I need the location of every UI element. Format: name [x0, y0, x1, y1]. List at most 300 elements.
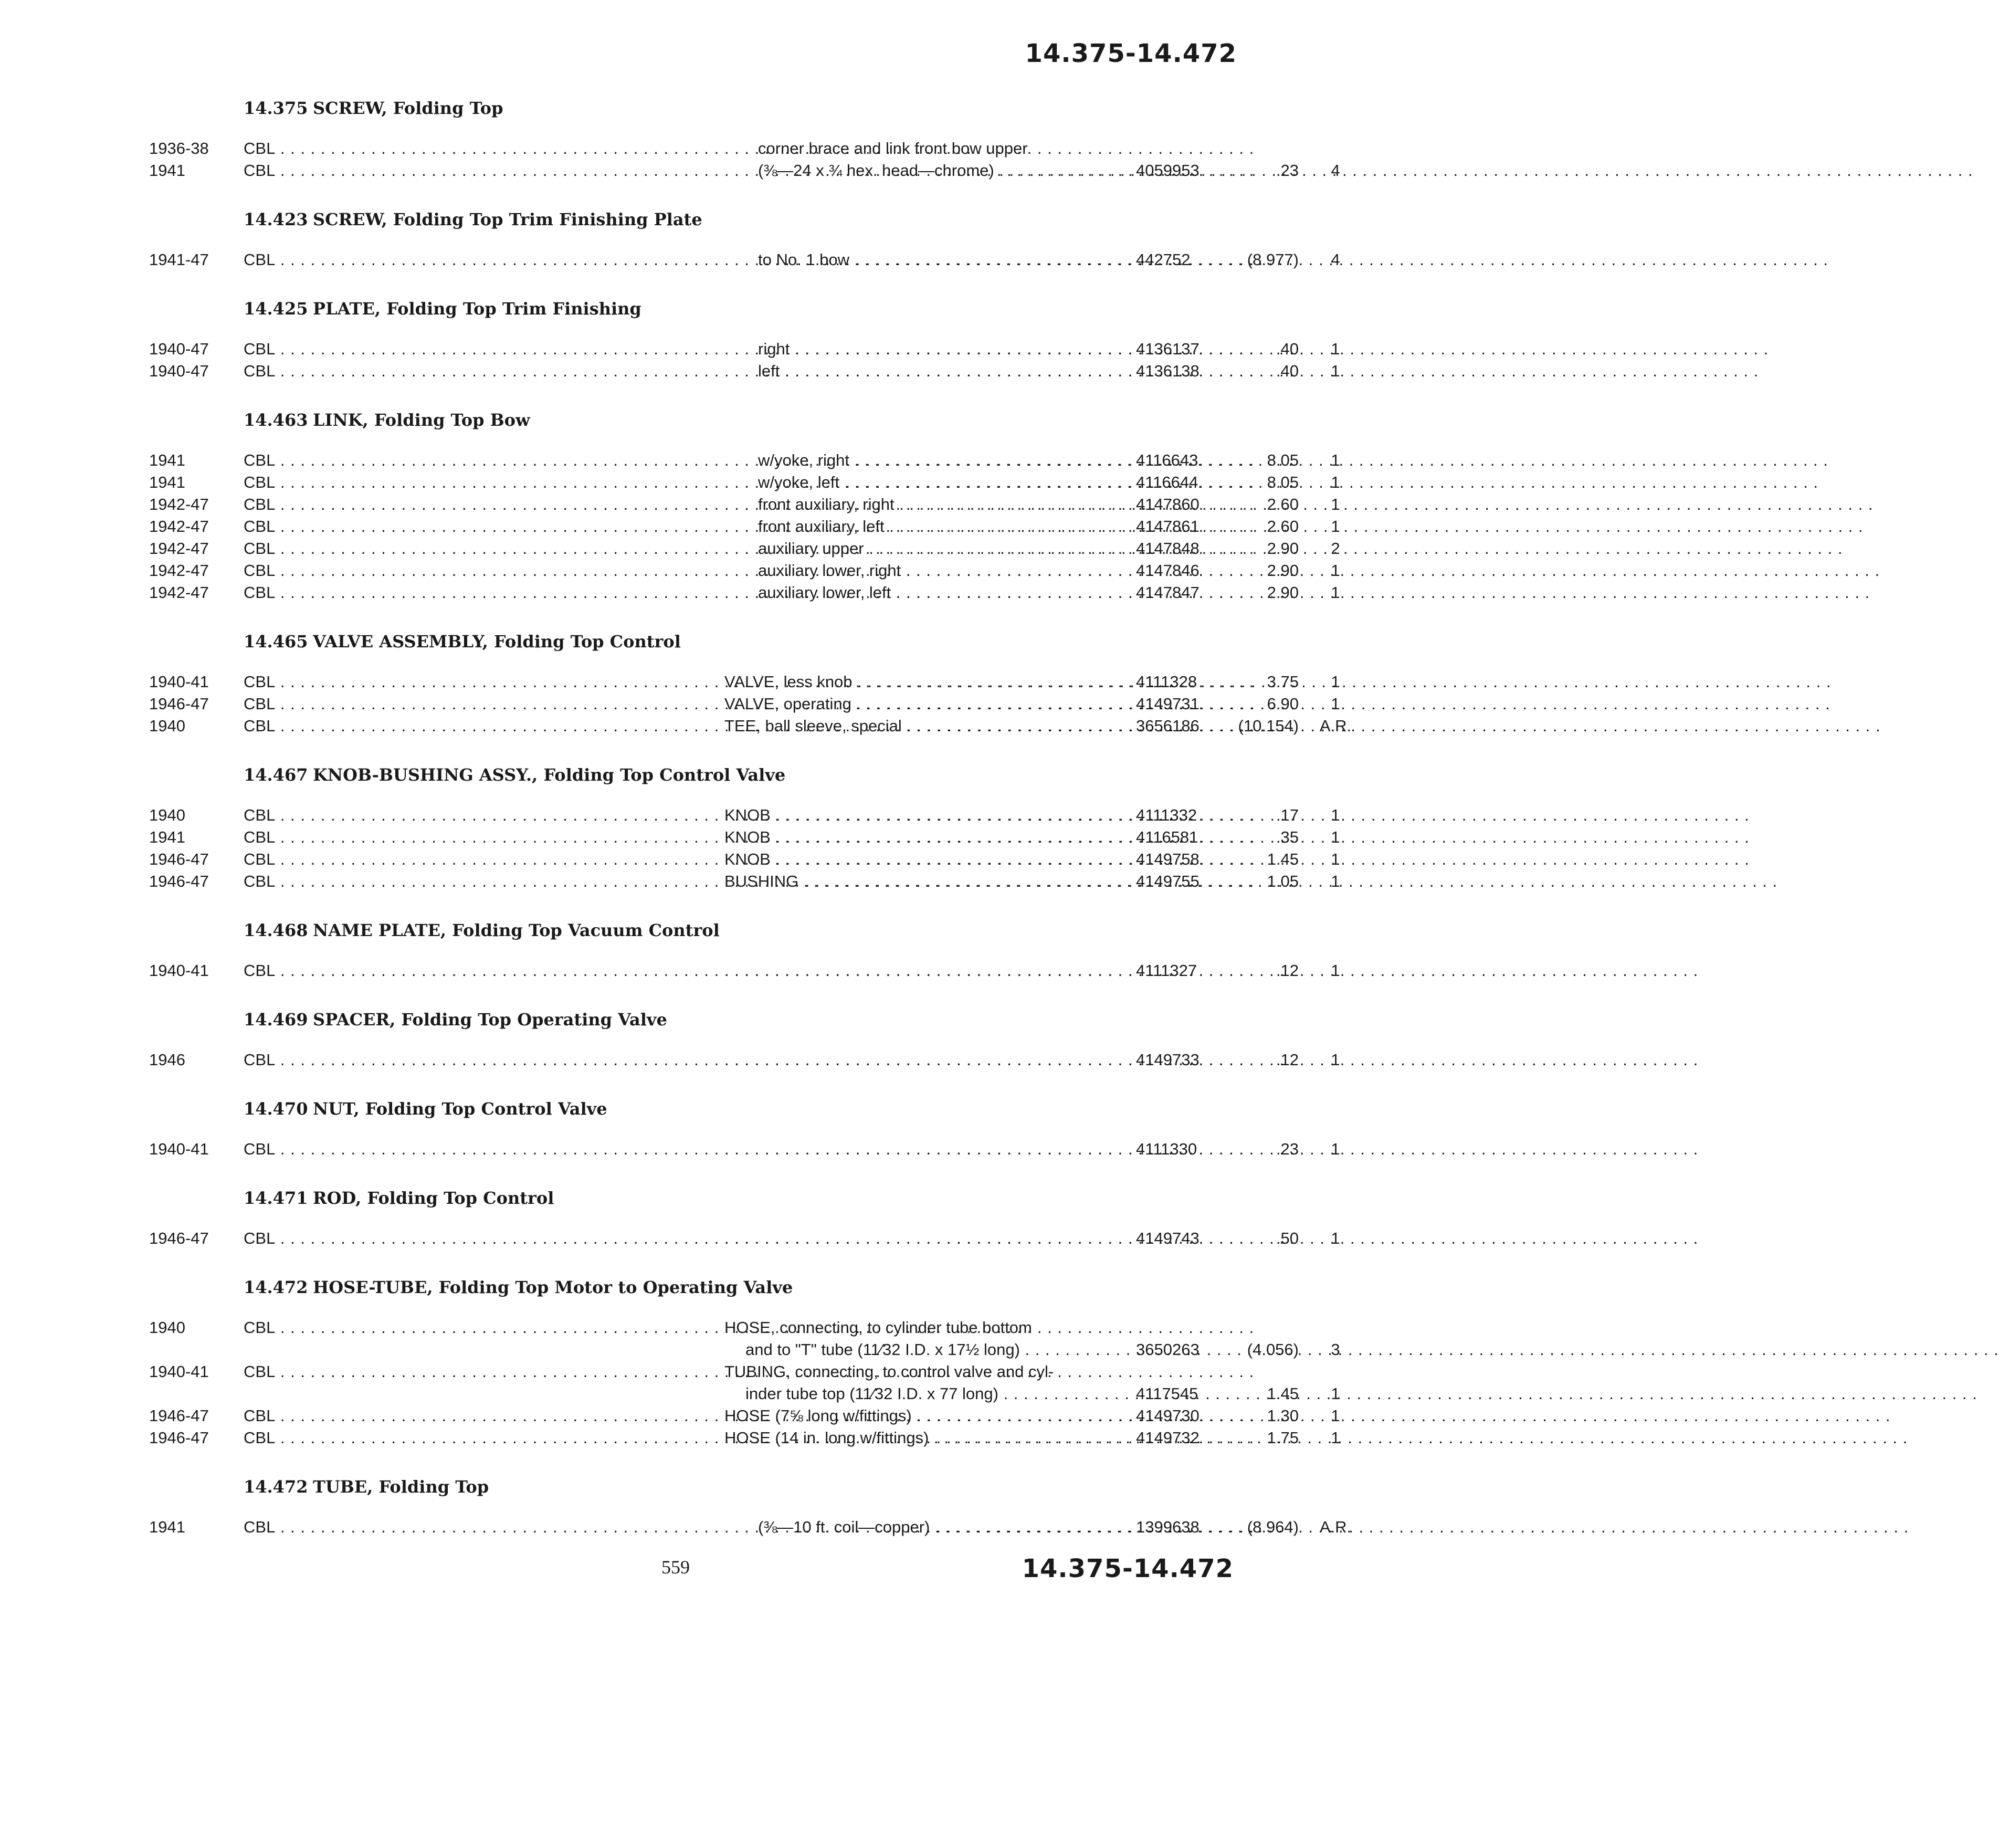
table-row	[149, 249, 1340, 271]
model-code: CBL	[244, 1362, 276, 1381]
table-row	[149, 848, 1340, 870]
part-number: 4149755	[1136, 872, 1200, 890]
price: .35	[1276, 828, 1299, 846]
quantity: 2	[1331, 539, 1340, 558]
section-14-423	[149, 209, 1340, 271]
section-number: 14.467	[244, 765, 308, 785]
section-number: 14.472	[244, 1277, 308, 1297]
price: 1.75	[1267, 1429, 1299, 1447]
model-cell	[244, 1427, 727, 1449]
year-cell: 1940-41	[149, 1362, 209, 1381]
model-code: CBL	[244, 340, 276, 358]
model-code: CBL	[244, 872, 276, 890]
quantity: 1	[1331, 495, 1340, 513]
year-cell: 1941	[149, 473, 185, 491]
section-14-468	[149, 920, 1340, 982]
description-cell	[758, 138, 1125, 160]
description-cell	[724, 804, 1125, 826]
part-number: 4111330	[1136, 1140, 1197, 1158]
model-code: CBL	[244, 1229, 276, 1247]
description-cell	[724, 960, 1125, 982]
table-row	[149, 1227, 1340, 1250]
year-cell: 1940-41	[149, 961, 209, 980]
price: 1.45	[1267, 1384, 1299, 1403]
description-cell	[724, 1361, 1125, 1405]
section-title: SCREW, Folding Top Trim Finishing Plate	[313, 209, 702, 229]
part-number: 4136137	[1136, 340, 1200, 358]
description-line	[724, 1227, 1125, 1250]
description-line: HOSE, connecting, to cylinder tube bottom	[724, 1318, 1032, 1337]
quantity: 1	[1331, 673, 1340, 691]
year-cell: 1942-47	[149, 517, 209, 536]
model-code: CBL	[244, 806, 276, 824]
description-line: (⅜—24 x ¾ hex. head—chrome) . . .	[758, 160, 1125, 182]
model-code: CBL	[244, 362, 276, 380]
part-number: 4117545	[1136, 1384, 1198, 1403]
quantity: 1	[1331, 473, 1340, 491]
year-cell: 1946-47	[149, 1429, 209, 1447]
section-title: ROD, Folding Top Control	[313, 1188, 554, 1208]
year-cell: 1946-47	[149, 1229, 209, 1247]
table-row	[149, 1049, 1340, 1071]
section-title: SCREW, Folding Top	[313, 98, 503, 118]
model-cell	[244, 826, 727, 848]
part-number: 3656186	[1136, 717, 1200, 735]
description-cell	[724, 848, 1125, 870]
table-row	[149, 1516, 1352, 1538]
year-cell: 1940	[149, 1318, 185, 1337]
model-cell	[244, 671, 727, 693]
description-line: KNOB . . .	[724, 804, 1125, 826]
table-row	[149, 1405, 1340, 1427]
description-line: BUSHING . . .	[724, 870, 1125, 892]
section-14-472	[149, 1277, 1340, 1449]
table-row	[149, 582, 1340, 604]
price: .50	[1276, 1229, 1299, 1247]
description-line: (⅜—10 ft. coil—copper) . . .	[758, 1516, 1125, 1538]
year-cell: 1946	[149, 1051, 185, 1069]
price: 2.60	[1267, 495, 1299, 513]
quantity: A.R.	[1319, 1518, 1352, 1536]
part-number: 4116644	[1136, 473, 1198, 491]
price: 2.90	[1267, 583, 1299, 602]
part-number: 442752	[1136, 250, 1191, 269]
section-heading	[149, 298, 1241, 319]
model-cell	[244, 1405, 727, 1427]
description-cell	[724, 671, 1125, 693]
table-row	[149, 1361, 1340, 1405]
section-heading	[149, 1277, 1241, 1298]
model-code: CBL	[244, 1518, 276, 1536]
section-title: NAME PLATE, Folding Top Vacuum Control	[313, 920, 720, 940]
section-14-470	[149, 1098, 1340, 1160]
quantity: 1	[1331, 961, 1340, 980]
section-14-469	[149, 1009, 1340, 1071]
description-line: KNOB . . .	[724, 826, 1125, 848]
section-number: 14.471	[244, 1188, 308, 1208]
year-cell: 1940-41	[149, 673, 209, 691]
model-cell	[244, 538, 727, 560]
description-cell	[758, 338, 1125, 360]
model-cell	[244, 138, 727, 160]
section-14-467	[149, 764, 1340, 892]
model-code: CBL	[244, 717, 276, 735]
description-cell	[758, 560, 1125, 582]
table-row	[149, 560, 1340, 582]
quantity: 1	[1331, 695, 1340, 713]
section-14-463	[149, 410, 1340, 604]
table-row	[149, 715, 1352, 737]
section-number: 14.469	[244, 1010, 308, 1030]
description-cell	[758, 1516, 1125, 1538]
part-number: 4147848	[1136, 539, 1200, 558]
model-cell	[244, 1138, 727, 1160]
price: 1.45	[1267, 850, 1299, 868]
table-row	[149, 160, 1340, 182]
part-number: 4149730	[1136, 1406, 1200, 1425]
section-number: 14.375	[244, 98, 308, 118]
part-number: 4147861	[1136, 517, 1200, 536]
part-number: 4149758	[1136, 850, 1200, 868]
part-number: 4111328	[1136, 673, 1197, 691]
description-cell	[724, 693, 1125, 715]
quantity: 1	[1331, 1429, 1340, 1447]
quantity: 1	[1331, 1384, 1340, 1403]
header-range: 14.375-14.472	[1025, 39, 1237, 68]
table-row	[149, 671, 1340, 693]
description-cell	[758, 160, 1125, 182]
section-number: 14.465	[244, 632, 308, 652]
description-cell	[724, 1138, 1125, 1160]
part-number: 4147847	[1136, 583, 1200, 602]
quantity: 1	[1331, 340, 1340, 358]
model-cell	[244, 870, 727, 892]
price: .12	[1276, 1051, 1299, 1069]
model-cell	[244, 1361, 727, 1383]
part-number: 4059953	[1136, 161, 1200, 180]
price: .12	[1276, 961, 1299, 980]
description-cell	[758, 582, 1125, 604]
table-row	[149, 449, 1340, 471]
year-cell: 1936-38	[149, 139, 209, 158]
model-cell	[244, 1049, 727, 1071]
table-row	[149, 1317, 1340, 1361]
section-heading	[149, 920, 1241, 941]
table-row	[149, 138, 1241, 160]
description-line: VALVE, operating . . .	[724, 693, 1125, 715]
model-code: CBL	[244, 1429, 276, 1447]
part-number: 4136138	[1136, 362, 1200, 380]
price: 2.90	[1267, 561, 1299, 580]
description-line: left . . .	[758, 360, 1125, 382]
part-number: 4116581	[1136, 828, 1198, 846]
price: .23	[1276, 1140, 1299, 1158]
year-cell: 1940	[149, 717, 185, 735]
section-heading	[149, 764, 1241, 785]
model-cell	[244, 1227, 727, 1250]
section-title: VALVE ASSEMBLY, Folding Top Control	[313, 632, 681, 652]
description-line: w/yoke, right . . .	[758, 449, 1125, 471]
quantity: 1	[1331, 1140, 1340, 1158]
model-code: CBL	[244, 517, 276, 536]
model-cell	[244, 693, 727, 715]
year-cell: 1941-47	[149, 250, 209, 269]
part-number: 1399638	[1136, 1518, 1200, 1536]
description-line: auxiliary lower, left . . .	[758, 582, 1125, 604]
table-row	[149, 516, 1340, 538]
description-line: HOSE (7⅝ long w/fittings) . . .	[724, 1405, 1125, 1427]
model-cell	[244, 338, 727, 360]
year-cell: 1940-47	[149, 362, 209, 380]
footer-range: 14.375-14.472	[1022, 1554, 1234, 1583]
part-number: 4149733	[1136, 1051, 1200, 1069]
model-cell	[244, 360, 727, 382]
model-cell	[244, 582, 727, 604]
model-code: CBL	[244, 583, 276, 602]
price: .40	[1276, 362, 1299, 380]
model-cell	[244, 715, 727, 737]
description-line: KNOB . . .	[724, 848, 1125, 870]
description-line	[724, 1049, 1125, 1071]
part-number: 3650263	[1136, 1340, 1200, 1359]
part-number: 4111332	[1136, 806, 1197, 824]
description-cell	[758, 494, 1125, 516]
model-cell	[244, 516, 727, 538]
section-heading	[149, 1476, 1241, 1497]
model-cell	[244, 449, 727, 471]
model-cell	[244, 471, 727, 494]
description-cell	[758, 538, 1125, 560]
quantity: 4	[1331, 161, 1340, 180]
price: 2.60	[1267, 517, 1299, 536]
model-code: CBL	[244, 1318, 276, 1337]
description-cell	[724, 1427, 1125, 1449]
description-cell	[724, 1049, 1125, 1071]
description-cell	[724, 826, 1125, 848]
description-line	[724, 1138, 1125, 1160]
price: .23	[1276, 161, 1299, 180]
model-code: CBL	[244, 850, 276, 868]
quantity: 1	[1331, 1051, 1340, 1069]
year-cell: 1940-41	[149, 1140, 209, 1158]
part-number: 4116643	[1136, 451, 1198, 469]
quantity: 1	[1331, 1229, 1340, 1247]
price: 1.30	[1267, 1406, 1299, 1425]
section-14-425	[149, 298, 1340, 382]
page-number: 559	[661, 1557, 690, 1578]
price: 8.05	[1267, 451, 1299, 469]
model-cell	[244, 560, 727, 582]
year-cell: 1946-47	[149, 1406, 209, 1425]
quantity: 1	[1331, 451, 1340, 469]
description-cell	[724, 1227, 1125, 1250]
table-row	[149, 870, 1340, 892]
description-line: and to "T" tube (11⁄32 I.D. x 17½ long) . . .	[724, 1339, 1125, 1361]
quantity: 4	[1331, 250, 1340, 269]
price: 2.90	[1267, 539, 1299, 558]
table-row	[149, 360, 1340, 382]
year-cell: 1941	[149, 1518, 185, 1536]
model-code: CBL	[244, 561, 276, 580]
description-line: TEE, ball sleeve, special . . .	[724, 715, 1125, 737]
section-number: 14.463	[244, 410, 308, 430]
section-heading	[149, 209, 1241, 230]
price: .40	[1276, 340, 1299, 358]
description-cell	[758, 471, 1125, 494]
description-line: VALVE, less knob . . .	[724, 671, 1125, 693]
quantity: 1	[1331, 583, 1340, 602]
parts-list	[149, 98, 1352, 1566]
table-row	[149, 538, 1340, 560]
description-cell	[724, 1317, 1125, 1361]
section-heading	[149, 98, 1241, 119]
price: (8.977)	[1247, 250, 1299, 269]
model-code: CBL	[244, 695, 276, 713]
model-code: CBL	[244, 451, 276, 469]
description-line: auxiliary lower, right . . .	[758, 560, 1125, 582]
section-number: 14.425	[244, 299, 308, 319]
description-cell	[758, 449, 1125, 471]
table-row	[149, 804, 1340, 826]
model-code: CBL	[244, 539, 276, 558]
quantity: 1	[1331, 561, 1340, 580]
description-cell	[758, 516, 1125, 538]
year-cell: 1940-47	[149, 340, 209, 358]
section-title: HOSE-TUBE, Folding Top Motor to Operating Valve	[313, 1277, 793, 1297]
model-code: CBL	[244, 828, 276, 846]
year-cell: 1942-47	[149, 561, 209, 580]
price: (4.056)	[1247, 1340, 1299, 1359]
section-heading	[149, 631, 1241, 652]
section-number: 14.468	[244, 920, 308, 940]
price: 1.05	[1267, 872, 1299, 890]
quantity: 1	[1331, 1406, 1340, 1425]
model-cell	[244, 160, 727, 182]
model-cell	[244, 848, 727, 870]
year-cell: 1942-47	[149, 583, 209, 602]
section-heading	[149, 410, 1241, 430]
price: (8.964)	[1247, 1518, 1299, 1536]
model-cell	[244, 1317, 727, 1339]
section-14-465	[149, 631, 1352, 737]
model-code: CBL	[244, 250, 276, 269]
description-line: inder tube top (11⁄32 I.D. x 77 long) . . .	[724, 1383, 1125, 1405]
section-title: KNOB-BUSHING ASSY., Folding Top Control Valve	[313, 765, 786, 785]
quantity: A.R.	[1319, 717, 1352, 735]
price: 8.05	[1267, 473, 1299, 491]
model-cell	[244, 960, 727, 982]
description-cell	[724, 870, 1125, 892]
section-title: LINK, Folding Top Bow	[313, 410, 530, 430]
description-cell	[758, 249, 1125, 271]
section-14-471	[149, 1188, 1340, 1250]
quantity: 3	[1331, 1340, 1340, 1359]
price: (10.154)	[1238, 717, 1299, 735]
part-number: 4111327	[1136, 961, 1197, 980]
section-14-472	[149, 1476, 1352, 1538]
table-row	[149, 494, 1340, 516]
table-row	[149, 1427, 1340, 1449]
price: 3.75	[1267, 673, 1299, 691]
model-code: CBL	[244, 1406, 276, 1425]
model-cell	[244, 1516, 727, 1538]
description-cell	[724, 715, 1125, 737]
model-cell	[244, 804, 727, 826]
section-heading	[149, 1098, 1241, 1119]
year-cell: 1942-47	[149, 495, 209, 513]
year-cell: 1946-47	[149, 850, 209, 868]
description-line: front auxiliary, left . . .	[758, 516, 1125, 538]
price: .17	[1276, 806, 1299, 824]
model-code: CBL	[244, 961, 276, 980]
description-line: front auxiliary, right . . .	[758, 494, 1125, 516]
model-code: CBL	[244, 495, 276, 513]
table-row	[149, 471, 1340, 494]
description-line: HOSE (14 in. long w/fittings) . . .	[724, 1427, 1125, 1449]
year-cell: 1941	[149, 161, 185, 180]
year-cell: 1946-47	[149, 872, 209, 890]
part-number: 4147860	[1136, 495, 1200, 513]
year-cell: 1941	[149, 828, 185, 846]
section-title: NUT, Folding Top Control Valve	[313, 1099, 607, 1119]
description-line: auxiliary upper . . .	[758, 538, 1125, 560]
section-title: SPACER, Folding Top Operating Valve	[313, 1010, 667, 1030]
model-code: CBL	[244, 673, 276, 691]
year-cell: 1942-47	[149, 539, 209, 558]
section-number: 14.470	[244, 1099, 308, 1119]
model-code: CBL	[244, 1140, 276, 1158]
quantity: 1	[1331, 850, 1340, 868]
model-code: CBL	[244, 161, 276, 180]
quantity: 1	[1331, 362, 1340, 380]
part-number: 4149743	[1136, 1229, 1200, 1247]
table-row	[149, 960, 1340, 982]
table-row	[149, 693, 1340, 715]
description-line: TUBING, connecting, to control valve and cyl-	[724, 1362, 1054, 1381]
part-number: 4149731	[1136, 695, 1200, 713]
description-line: corner brace and link front bow upper	[758, 139, 1028, 158]
model-code: CBL	[244, 139, 276, 158]
model-code: CBL	[244, 1051, 276, 1069]
section-heading	[149, 1009, 1241, 1030]
price: 6.90	[1267, 695, 1299, 713]
year-cell: 1946-47	[149, 695, 209, 713]
quantity: 1	[1331, 828, 1340, 846]
description-line	[724, 960, 1125, 982]
quantity: 1	[1331, 806, 1340, 824]
part-number: 4149732	[1136, 1429, 1200, 1447]
quantity: 1	[1331, 872, 1340, 890]
description-cell	[758, 360, 1125, 382]
section-heading	[149, 1188, 1241, 1209]
section-14-375	[149, 98, 1340, 182]
table-row	[149, 338, 1340, 360]
quantity: 1	[1331, 517, 1340, 536]
description-line: right . . .	[758, 338, 1125, 360]
section-title: PLATE, Folding Top Trim Finishing	[313, 299, 641, 319]
model-cell	[244, 494, 727, 516]
section-number: 14.472	[244, 1477, 308, 1497]
description-line: to No. 1 bow . . .	[758, 249, 1125, 271]
part-number: 4147846	[1136, 561, 1200, 580]
section-number: 14.423	[244, 209, 308, 229]
year-cell: 1941	[149, 451, 185, 469]
description-cell	[724, 1405, 1125, 1427]
table-row	[149, 1138, 1340, 1160]
table-row	[149, 826, 1340, 848]
description-line: w/yoke, left . . .	[758, 471, 1125, 494]
section-title: TUBE, Folding Top	[313, 1477, 489, 1497]
